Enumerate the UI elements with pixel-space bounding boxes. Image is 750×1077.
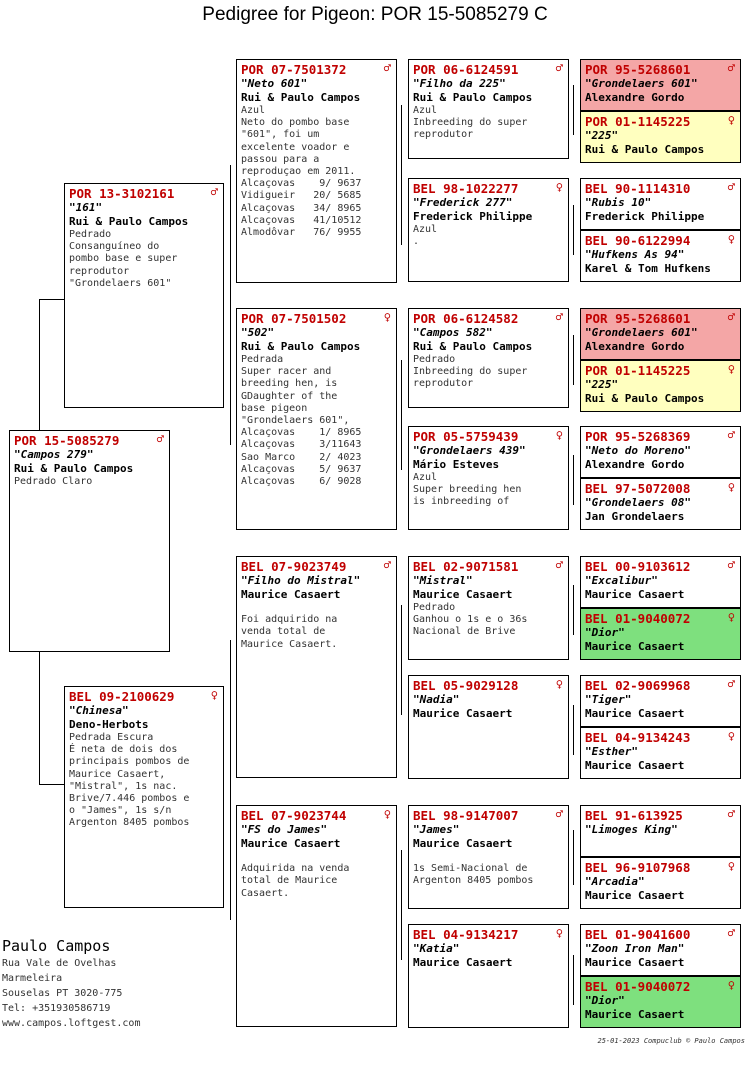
pigeon-card-subject[interactable] [9, 430, 170, 652]
pigeon-name: "Neto 601" [241, 77, 308, 90]
ring-number: BEL 07-9023744 [241, 808, 347, 823]
pigeon-name: "Campos 582" [413, 326, 493, 339]
male-symbol-icon: ♂ [555, 61, 563, 75]
pigeon-info: Pedrado Inbreeding do super reprodutor [413, 354, 528, 390]
breeder-name: Rui & Paulo Campos [241, 91, 361, 104]
pigeon-name: "Dior" [585, 994, 625, 1007]
male-symbol-icon: ♂ [727, 61, 735, 75]
pigeon-name: "Zoon Iron Man" [585, 942, 685, 955]
pigeon-name: "Filho da 225" [413, 77, 506, 90]
ring-number: POR 06-6124591 [413, 62, 519, 77]
pigeon-card-gen4-8[interactable] [408, 924, 569, 1028]
pigeon-card-gen5-11[interactable] [580, 675, 741, 727]
ring-number: BEL 00-9103612 [585, 559, 691, 574]
breeder-name: Rui & Paulo Campos [14, 462, 134, 475]
breeder-name: Maurice Casaert [585, 1008, 685, 1021]
pigeon-name: "Nadia" [413, 693, 460, 706]
ring-number: POR 01-1145225 [585, 114, 691, 129]
pigeon-name: "Rubis 10" [585, 196, 652, 209]
ring-number: BEL 98-9147007 [413, 808, 519, 823]
ring-number: BEL 90-1114310 [585, 181, 691, 196]
footer-credit: 25-01-2023 Compuclub © Paulo Campos [597, 1037, 745, 1045]
connector-line [573, 455, 574, 505]
pigeon-info: Adquirida na venda total de Maurice Casaert. [241, 863, 350, 899]
female-symbol-icon: ♀ [383, 310, 391, 324]
connector-line [573, 585, 574, 635]
pigeon-name: "Excalibur" [585, 574, 658, 587]
ring-number: BEL 01-9041600 [585, 927, 691, 942]
ring-number: BEL 04-9134217 [413, 927, 519, 942]
ring-number: BEL 01-9040072 [585, 979, 691, 994]
page-title: Pedigree for Pigeon: POR 15-5085279 C [202, 4, 548, 25]
pigeon-info: Pedrado Ganhou o 1s e o 36s Nacional de Brive [413, 602, 528, 638]
pigeon-name: "Frederick 277" [413, 196, 513, 209]
owner-address-line: Rua Vale de Ovelhas [2, 958, 117, 969]
breeder-name: Frederick Philippe [585, 210, 705, 223]
ring-number: BEL 07-9023749 [241, 559, 347, 574]
breeder-name: Jan Grondelaers [585, 510, 685, 523]
connector-line [401, 105, 402, 245]
connector-line [573, 335, 574, 385]
pigeon-card-gen5-8[interactable] [580, 478, 741, 530]
breeder-name: Alexandre Gordo [585, 458, 685, 471]
ring-number: BEL 09-2100629 [69, 689, 175, 704]
pigeon-name: "225" [585, 378, 619, 391]
connector-line [230, 165, 231, 445]
ring-number: BEL 04-9134243 [585, 730, 691, 745]
breeder-name: Alexandre Gordo [585, 340, 685, 353]
ring-number: POR 05-5759439 [413, 429, 519, 444]
female-symbol-icon: ♀ [555, 926, 563, 940]
breeder-name: Maurice Casaert [413, 707, 513, 720]
pigeon-card-gen4-3[interactable] [408, 308, 569, 408]
pigeon-card-gen5-10[interactable] [580, 608, 741, 660]
pigeon-name: "Grondelaers 439" [413, 444, 526, 457]
pigeon-name: "James" [413, 823, 460, 836]
owner-address-line: Marmeleira [2, 973, 63, 984]
pigeon-card-gen5-14[interactable] [580, 857, 741, 909]
pigeon-name: "Filho do Mistral" [241, 574, 361, 587]
ring-number: BEL 97-5072008 [585, 481, 691, 496]
female-symbol-icon: ♀ [555, 428, 563, 442]
pigeon-name: "502" [241, 326, 275, 339]
male-symbol-icon: ♂ [555, 807, 563, 821]
breeder-name: Deno-Herbots [69, 718, 149, 731]
pigeon-card-gen4-2[interactable] [408, 178, 569, 282]
ring-number: POR 13-3102161 [69, 186, 175, 201]
ring-number: BEL 98-1022277 [413, 181, 519, 196]
male-symbol-icon: ♂ [156, 432, 164, 446]
ring-number: BEL 90-6122994 [585, 233, 691, 248]
male-symbol-icon: ♂ [555, 310, 563, 324]
pigeon-card-gen5-12[interactable] [580, 727, 741, 779]
breeder-name: Rui & Paulo Campos [241, 340, 361, 353]
owner-block [2, 936, 140, 1031]
ring-number: POR 07-7501502 [241, 311, 347, 326]
pigeon-name: "Katia" [413, 942, 460, 955]
ring-number: POR 95-5268601 [585, 62, 691, 77]
breeder-name: Rui & Paulo Campos [413, 91, 533, 104]
ring-number: BEL 01-9040072 [585, 611, 691, 626]
pigeon-card-gen5-9[interactable] [580, 556, 741, 608]
breeder-name: Rui & Paulo Campos [69, 215, 189, 228]
breeder-name: Mário Esteves [413, 458, 500, 471]
pigeon-name: "Grondelaers 08" [585, 496, 691, 509]
connector-line [39, 652, 40, 784]
breeder-name: Maurice Casaert [585, 640, 685, 653]
female-symbol-icon: ♀ [727, 729, 735, 743]
ring-number: POR 06-6124582 [413, 311, 519, 326]
pigeon-card-gen5-13[interactable] [580, 805, 741, 857]
owner-name: Paulo Campos [2, 937, 111, 955]
pigeon-card-dam[interactable] [64, 686, 224, 908]
breeder-name: Maurice Casaert [585, 889, 685, 902]
pigeon-name: "Esther" [585, 745, 638, 758]
breeder-name: Maurice Casaert [241, 588, 341, 601]
pigeon-name: "FS do James" [241, 823, 328, 836]
pigeon-name: "Tiger" [585, 693, 632, 706]
pigeon-card-gen5-1[interactable] [580, 59, 741, 111]
pigeon-card-gen4-6[interactable] [408, 675, 569, 779]
male-symbol-icon: ♂ [383, 61, 391, 75]
pigeon-name: "161" [69, 201, 103, 214]
breeder-name: Rui & Paulo Campos [585, 143, 705, 156]
pigeon-info: Azul Neto do pombo base "601", foi um excelente voador e passou para a reproduçao em 2011. Alcaçovas 9/ 9637 Vidigueir 20/ 5685 Alcaçovas 34/ 8965 Alcaçovas 41/10512 Almodôvar 76/ 9955 [241, 105, 362, 239]
ring-number: POR 95-5268369 [585, 429, 691, 444]
pigeon-card-gen5-5[interactable] [580, 308, 741, 360]
male-symbol-icon: ♂ [727, 428, 735, 442]
male-symbol-icon: ♂ [727, 558, 735, 572]
breeder-name: Maurice Casaert [413, 588, 513, 601]
breeder-name: Maurice Casaert [413, 837, 513, 850]
connector-line [401, 850, 402, 960]
pigeon-card-gen4-4[interactable] [408, 426, 569, 530]
breeder-name: Maurice Casaert [585, 707, 685, 720]
pigeon-info: Azul Super breeding hen is inbreeding of [413, 472, 522, 508]
pigeon-name: "Grondelaers 601" [585, 77, 698, 90]
pigeon-card-gen5-6[interactable] [580, 360, 741, 412]
male-symbol-icon: ♂ [383, 558, 391, 572]
pigeon-name: "Neto do Moreno" [585, 444, 691, 457]
female-symbol-icon: ♀ [727, 859, 735, 873]
female-symbol-icon: ♀ [555, 180, 563, 194]
male-symbol-icon: ♂ [210, 185, 218, 199]
pigeon-name: "225" [585, 129, 619, 142]
pigeon-card-dam-dam[interactable] [236, 805, 397, 1027]
ring-number: POR 15-5085279 [14, 433, 120, 448]
pigeon-info: Pedrado Consanguíneo do pombo base e super reprodutor "Grondelaers 601" [69, 229, 178, 289]
connector-line [573, 955, 574, 1005]
pigeon-card-sire[interactable] [64, 183, 224, 408]
pigeon-card-gen5-3[interactable] [580, 178, 741, 230]
connector-line [573, 830, 574, 885]
female-symbol-icon: ♀ [727, 362, 735, 376]
breeder-name: Alexandre Gordo [585, 91, 685, 104]
pigeon-name: "Mistral" [413, 574, 473, 587]
breeder-name: Rui & Paulo Campos [585, 392, 705, 405]
connector-line [401, 360, 402, 470]
pigeon-name: "Hufkens As 94" [585, 248, 685, 261]
ring-number: BEL 05-9029128 [413, 678, 519, 693]
pigeon-card-gen4-1[interactable] [408, 59, 569, 159]
pigeon-name: "Grondelaers 601" [585, 326, 698, 339]
female-symbol-icon: ♀ [727, 610, 735, 624]
pigeon-card-gen4-7[interactable] [408, 805, 569, 909]
pigeon-name: "Campos 279" [14, 448, 94, 461]
pigeon-card-gen5-4[interactable] [580, 230, 741, 282]
breeder-name: Rui & Paulo Campos [413, 340, 533, 353]
pigeon-card-gen5-7[interactable] [580, 426, 741, 478]
pigeon-card-sire-sire[interactable] [236, 59, 397, 283]
ring-number: POR 01-1145225 [585, 363, 691, 378]
breeder-name: Frederick Philippe [413, 210, 533, 223]
ring-number: BEL 02-9069968 [585, 678, 691, 693]
connector-line [39, 299, 40, 431]
connector-line [401, 605, 402, 715]
pigeon-card-gen5-2[interactable] [580, 111, 741, 163]
male-symbol-icon: ♂ [727, 807, 735, 821]
pigeon-info: Foi adquirido na venda total de Maurice Casaert. [241, 614, 338, 650]
ring-number: BEL 91-613925 [585, 808, 683, 823]
breeder-name: Maurice Casaert [585, 588, 685, 601]
pigeon-info: Azul . [413, 224, 438, 248]
ring-number: POR 95-5268601 [585, 311, 691, 326]
female-symbol-icon: ♀ [210, 688, 218, 702]
pigeon-info: 1s Semi-Nacional de Argenton 8405 pombos [413, 863, 534, 887]
pigeon-card-gen4-5[interactable] [408, 556, 569, 660]
pigeon-name: "Dior" [585, 626, 625, 639]
female-symbol-icon: ♀ [727, 232, 735, 246]
ring-number: POR 07-7501372 [241, 62, 347, 77]
breeder-name: Maurice Casaert [241, 837, 341, 850]
pigeon-card-gen5-15[interactable] [580, 924, 741, 976]
connector-line [573, 705, 574, 755]
pigeon-info: Pedrada Escura É neta de dois dos principais pombos de Maurice Casaert, "Mistral", 1s nac. Brive/7.446 pombos e o "James", 1s s/n Argenton 8405 pombos [69, 732, 190, 829]
connector-line [39, 299, 64, 300]
connector-line [39, 784, 64, 785]
female-symbol-icon: ♀ [727, 113, 735, 127]
female-symbol-icon: ♀ [555, 677, 563, 691]
ring-number: BEL 96-9107968 [585, 860, 691, 875]
male-symbol-icon: ♂ [727, 180, 735, 194]
female-symbol-icon: ♀ [727, 978, 735, 992]
connector-line [573, 205, 574, 255]
ring-number: BEL 02-9071581 [413, 559, 519, 574]
owner-website: www.campos.loftgest.com [2, 1018, 141, 1029]
male-symbol-icon: ♂ [727, 926, 735, 940]
owner-address-line: Souselas PT 3020-775 [2, 988, 123, 999]
male-symbol-icon: ♂ [555, 558, 563, 572]
pigeon-name: "Chinesa" [69, 704, 129, 717]
connector-line [230, 640, 231, 920]
male-symbol-icon: ♂ [727, 310, 735, 324]
breeder-name: Karel & Tom Hufkens [585, 262, 711, 275]
female-symbol-icon: ♀ [727, 480, 735, 494]
pigeon-name: "Arcadia" [585, 875, 645, 888]
breeder-name: Maurice Casaert [413, 956, 513, 969]
breeder-name: Maurice Casaert [585, 956, 685, 969]
pigeon-info: Pedrada Super racer and breeding hen, is GDaughter of the base pigeon "Grondelaers 601", Alcaçovas 1/ 8965 Alcaçovas 3/11643 Sao Marco 2/ 4023 Alcaçovas 5/ 9637 Alcaçovas 6/ 9028 [241, 354, 362, 488]
owner-phone: Tel: +351930586719 [2, 1003, 111, 1014]
pigeon-name: "Limoges King" [585, 823, 678, 836]
male-symbol-icon: ♂ [727, 677, 735, 691]
pigeon-info: Pedrado Claro [14, 476, 93, 487]
pigeon-card-gen5-16[interactable] [580, 976, 741, 1028]
female-symbol-icon: ♀ [383, 807, 391, 821]
pigeon-info: Azul Inbreeding do super reprodutor [413, 105, 528, 141]
pigeon-card-sire-dam[interactable] [236, 308, 397, 530]
breeder-name: Maurice Casaert [585, 759, 685, 772]
connector-line [573, 85, 574, 135]
pigeon-card-dam-sire[interactable] [236, 556, 397, 778]
